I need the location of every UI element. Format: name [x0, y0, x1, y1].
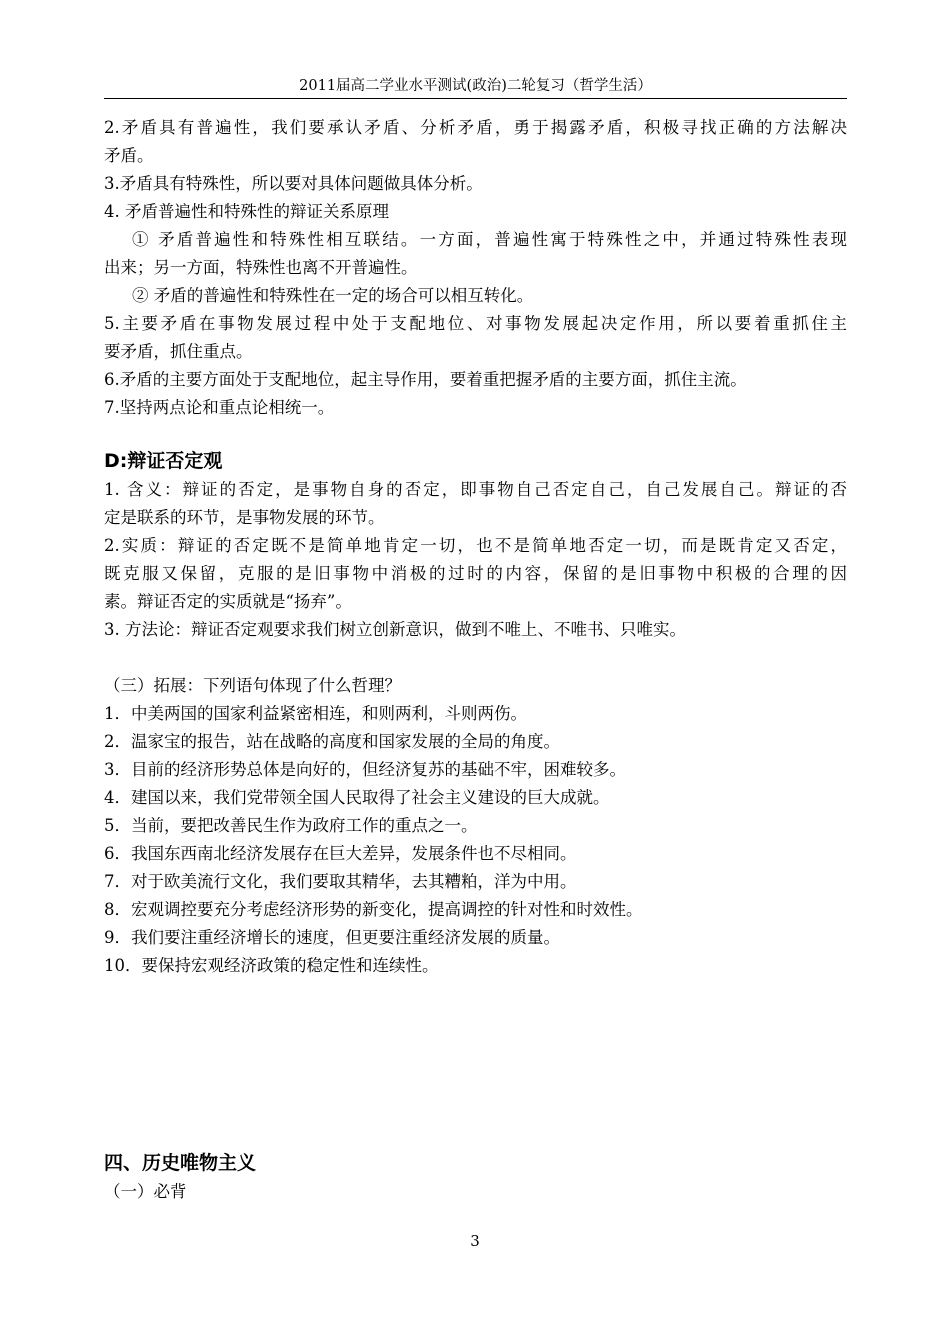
list-item: 6．我国东西南北经济发展存在巨大差异，发展条件也不尽相同。 [104, 844, 577, 863]
extension-section [104, 672, 847, 980]
list-item: 9．我们要注重经济增长的速度，但更要注重经济发展的质量。 [104, 928, 560, 947]
text-line: ② 矛盾的普遍性和特殊性在一定的场合可以相互转化。 [132, 286, 534, 305]
extension-heading: （三）拓展：下列语句体现了什么哲理？ [104, 676, 401, 695]
list-item: 1．中美两国的国家利益紧密相连，和则两利，斗则两伤。 [104, 704, 527, 723]
section-four [104, 1148, 847, 1206]
list-item: 8．宏观调控要充分考虑经济形势的新变化，提高调控的针对性和时效性。 [104, 900, 643, 919]
list-item: 3．目前的经济形势总体是向好的，但经济复苏的基础不牢，困难较多。 [104, 760, 626, 779]
text-line: 7.坚持两点论和重点论相统一。 [104, 398, 335, 417]
text-line: 5.主要矛盾在事物发展过程中处于支配地位、对事物发展起决定作用，所以要着重抓住主 [104, 314, 847, 333]
page-number: 3 [470, 1232, 480, 1250]
text-line: 既克服又保留，克服的是旧事物中消极的过时的内容，保留的是旧事物中积极的合理的因 [104, 564, 847, 583]
text-line: 矛盾。 [104, 146, 154, 165]
section-heading: D:辩证否定观 [104, 450, 223, 472]
text-line: 素。辩证否定的实质就是“扬弃”。 [104, 592, 352, 611]
list-item: 7．对于欧美流行文化，我们要取其精华，去其糟粕，洋为中用。 [104, 872, 577, 891]
page-content [104, 114, 847, 1206]
text-line: ① 矛盾普遍性和特殊性相互联结。一方面，普遍性寓于特殊性之中，并通过特殊性表现 [132, 230, 847, 249]
contradiction-points [104, 114, 847, 422]
section-subheading: （一）必背 [104, 1182, 187, 1201]
text-line: 6.矛盾的主要方面处于支配地位，起主导作用，要着重把握矛盾的主要方面，抓住主流。 [104, 370, 747, 389]
text-line: 3. 方法论：辩证否定观要求我们树立创新意识，做到不唯上、不唯书、只唯实。 [104, 620, 686, 639]
list-item: 5．当前，要把改善民生作为政府工作的重点之一。 [104, 816, 478, 835]
list-item: 4．建国以来，我们党带领全国人民取得了社会主义建设的巨大成就。 [104, 788, 610, 807]
text-line: 3.矛盾具有特殊性，所以要对具体问题做具体分析。 [104, 174, 483, 193]
text-line: 2.矛盾具有普遍性，我们要承认矛盾、分析矛盾，勇于揭露矛盾，积极寻找正确的方法解决 [104, 118, 847, 137]
page-header: 2011届高二学业水平测试(政治)二轮复习（哲学生活） [104, 74, 847, 99]
text-line: 出来；另一方面，特殊性也离不开普遍性。 [104, 258, 418, 277]
list-item: 2．温家宝的报告，站在战略的高度和国家发展的全局的角度。 [104, 732, 560, 751]
text-line: 2.实质：辩证的否定既不是简单地肯定一切，也不是简单地否定一切，而是既肯定又否定， [104, 536, 847, 555]
text-line: 1. 含义：辩证的否定，是事物自身的否定，即事物自己否定自己，自己发展自己。辩证的否 [104, 480, 847, 499]
text-line: 要矛盾，抓住重点。 [104, 342, 253, 361]
section-d [104, 446, 847, 644]
section-heading: 四、历史唯物主义 [104, 1152, 257, 1174]
text-line: 4. 矛盾普遍性和特殊性的辩证关系原理 [104, 202, 389, 221]
text-line: 定是联系的环节，是事物发展的环节。 [104, 508, 385, 527]
list-item: 10．要保持宏观经济政策的稳定性和连续性。 [104, 956, 439, 975]
